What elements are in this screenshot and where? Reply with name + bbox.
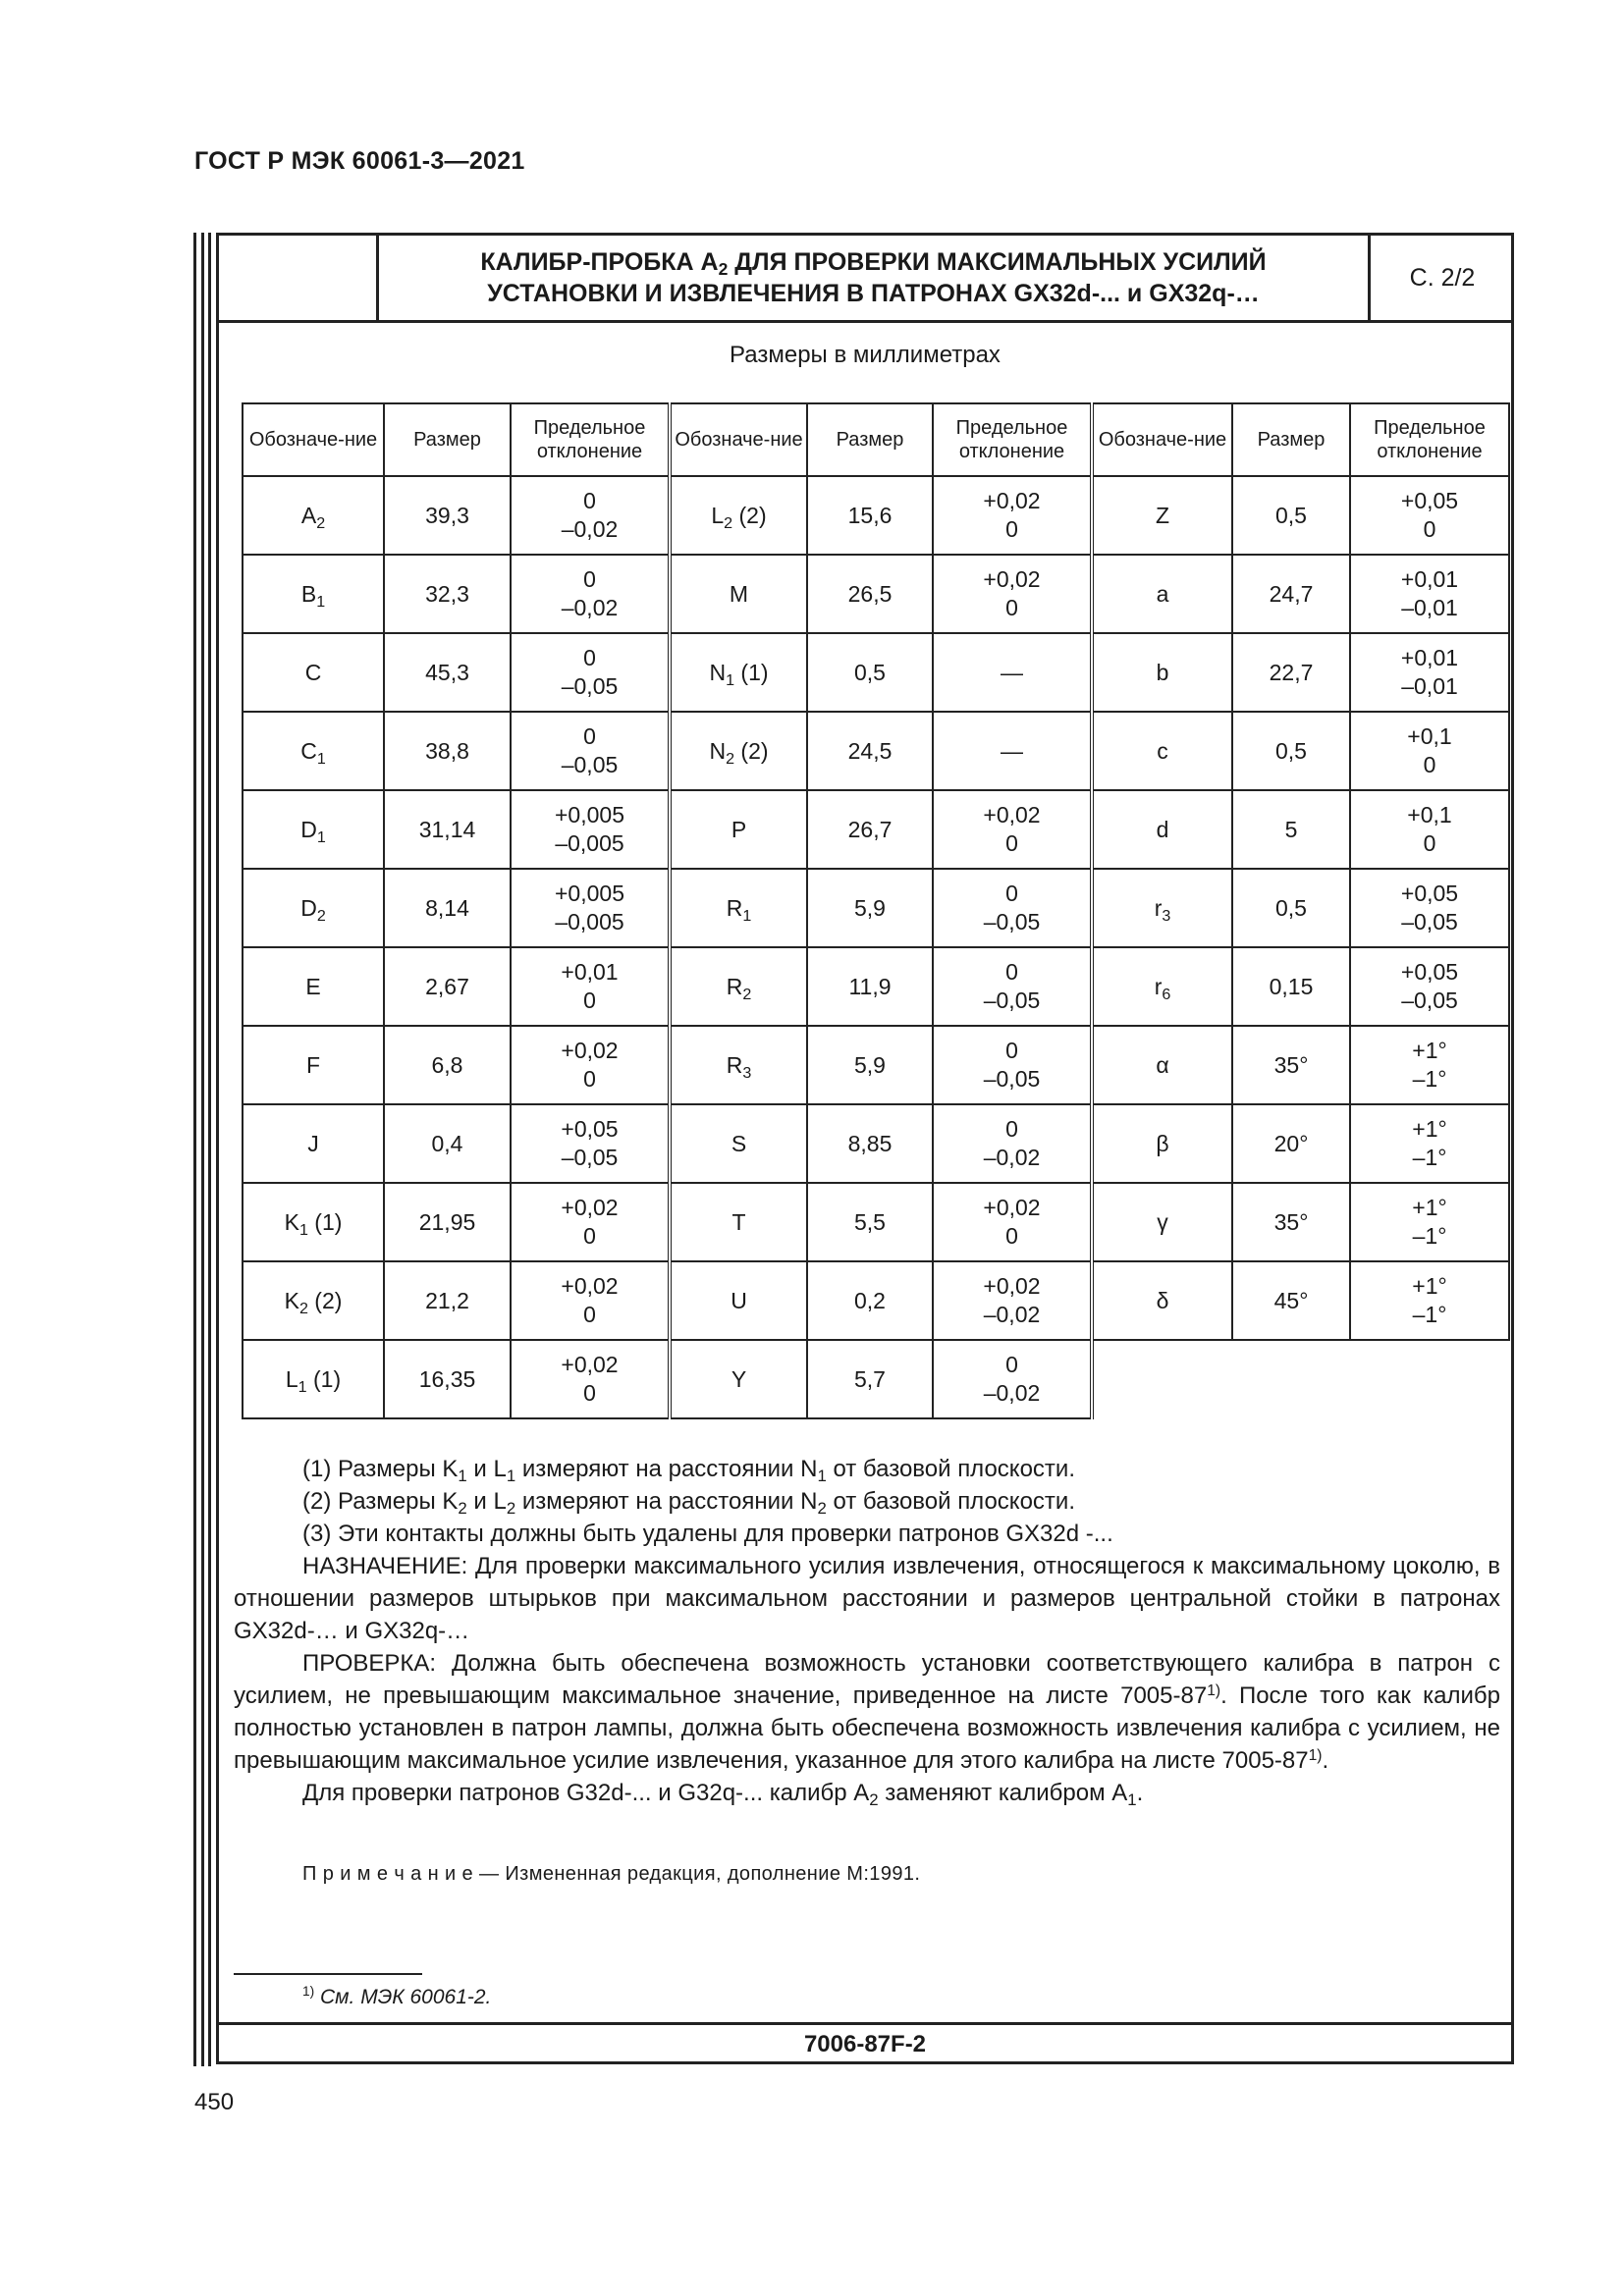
deviation-cell	[933, 790, 1092, 869]
upper-deviation: —	[1001, 737, 1023, 764]
designation-cell: T	[670, 1183, 807, 1261]
lower-deviation: 0	[1005, 595, 1018, 620]
upper-deviation: +0,02	[561, 1352, 619, 1377]
designation-cell: E	[243, 947, 384, 1026]
lower-deviation: 0	[1005, 830, 1018, 856]
upper-deviation: +0,005	[555, 881, 624, 906]
designation-cell: U	[670, 1261, 807, 1340]
margin-line	[193, 233, 196, 2066]
designation-cell: C	[243, 633, 384, 712]
size-cell: 0,5	[1232, 869, 1350, 947]
deviation-cell	[1350, 869, 1509, 947]
sheet-code: 7006-87F-2	[219, 2022, 1511, 2064]
designation-cell: $D_2$	[243, 869, 384, 947]
upper-deviation: +0,05	[1400, 488, 1459, 513]
deviation-cell	[933, 555, 1092, 633]
deviation-cell	[1350, 555, 1509, 633]
size-cell: 8,85	[807, 1104, 933, 1183]
size-cell: 26,7	[807, 790, 933, 869]
upper-deviation: +0,05	[1400, 881, 1459, 906]
designation-cell: $N_2$ (2)	[670, 712, 807, 790]
designation-cell: $L_2$ (2)	[670, 476, 807, 555]
size-cell: 5,9	[807, 869, 933, 947]
size-cell: 32,3	[384, 555, 511, 633]
table-header-row	[243, 403, 1509, 476]
designation-cell: $r_3$	[1092, 869, 1232, 947]
deviation-cell	[933, 869, 1092, 947]
lower-deviation: –0,05	[1401, 988, 1458, 1013]
table-row	[243, 869, 1509, 947]
lower-deviation: 0	[583, 988, 596, 1013]
deviation-cell	[1350, 1104, 1509, 1183]
lower-deviation: –0,02	[983, 1380, 1041, 1406]
upper-deviation: +1°	[1412, 1116, 1447, 1142]
designation-cell: $A_2$	[243, 476, 384, 555]
lower-deviation: –0,02	[983, 1145, 1041, 1170]
size-cell: 0,15	[1232, 947, 1350, 1026]
deviation-cell	[1350, 712, 1509, 790]
designation-cell: $K_2$ (2)	[243, 1261, 384, 1340]
column-header: Обозначе-ние	[1092, 403, 1232, 476]
footnote-rule	[234, 1973, 422, 1975]
upper-deviation: +0,02	[983, 802, 1041, 828]
upper-deviation: 0	[1005, 881, 1018, 906]
deviation-cell	[933, 1261, 1092, 1340]
size-cell: 31,14	[384, 790, 511, 869]
deviation-cell	[511, 1261, 670, 1340]
document-header: ГОСТ Р МЭК 60061-3—2021	[194, 147, 525, 175]
designation-cell: a	[1092, 555, 1232, 633]
deviation-cell	[933, 947, 1092, 1026]
note-2: (2) Размеры $K_2$ и $L_2$ измеряют на расстоянии $N_2$ от базовой плоскости.	[302, 1488, 1075, 1518]
check-paragraph: ПРОВЕРКА: Должна быть обеспечена возможность установки соответствующего калибра в патрон с усилием, не превышающим максимальное значение, приведенное на листе 7005-87$^{1)}$. После того как калибр полностью установлен в патрон лампы, должна быть обеспечена возможность извлечения калибра с усилием, не превышающим максимальное усилие извлечения, указанное для этого калибра на листе 7005-87$^{1)}$.	[234, 1650, 1501, 1774]
lower-deviation: –1°	[1412, 1145, 1447, 1170]
size-cell: 0,2	[807, 1261, 933, 1340]
deviation-cell	[1350, 476, 1509, 555]
upper-deviation: +1°	[1412, 1273, 1447, 1299]
designation-cell: γ	[1092, 1183, 1232, 1261]
table-row	[243, 633, 1509, 712]
deviation-cell	[511, 712, 670, 790]
upper-deviation: 0	[583, 723, 596, 749]
deviation-cell	[511, 1183, 670, 1261]
size-cell: 0,4	[384, 1104, 511, 1183]
upper-deviation: +0,02	[983, 1273, 1041, 1299]
upper-deviation: +0,05	[1400, 959, 1459, 985]
designation-cell: M	[670, 555, 807, 633]
upper-deviation: 0	[1005, 1038, 1018, 1063]
size-cell: 8,14	[384, 869, 511, 947]
dimensions-table	[242, 402, 1510, 1419]
upper-deviation: +0,1	[1407, 723, 1452, 749]
upper-deviation: +0,02	[561, 1273, 619, 1299]
lower-deviation: –0,02	[983, 1302, 1041, 1327]
empty-cell	[1350, 1340, 1509, 1418]
deviation-cell	[511, 633, 670, 712]
designation-cell: d	[1092, 790, 1232, 869]
deviation-cell	[511, 555, 670, 633]
designation-cell: $C_1$	[243, 712, 384, 790]
lower-deviation: –1°	[1412, 1066, 1447, 1092]
margin-line	[208, 233, 211, 2066]
lower-deviation: –0,05	[983, 988, 1041, 1013]
deviation-cell	[1350, 947, 1509, 1026]
deviation-cell	[511, 1104, 670, 1183]
deviation-cell	[511, 869, 670, 947]
deviation-cell	[1350, 790, 1509, 869]
sheet-title	[379, 236, 1368, 320]
sheet-number: С. 2/2	[1368, 236, 1514, 320]
lower-deviation: –0,05	[983, 909, 1041, 934]
lower-deviation: 0	[583, 1066, 596, 1092]
size-cell: 45°	[1232, 1261, 1350, 1340]
upper-deviation: —	[1001, 659, 1023, 685]
deviation-cell	[1350, 633, 1509, 712]
title-block	[219, 236, 1511, 323]
page-number: 450	[194, 2089, 235, 2115]
column-header: Обозначе-ние	[243, 403, 384, 476]
size-cell: 35°	[1232, 1026, 1350, 1104]
upper-deviation: +0,02	[983, 488, 1041, 513]
upper-deviation: +0,01	[561, 959, 619, 985]
upper-deviation: +0,02	[983, 1195, 1041, 1220]
size-cell: 2,67	[384, 947, 511, 1026]
footnote: $^{1)}$ См. МЭК 60061-2.	[302, 1984, 492, 2008]
size-cell: 15,6	[807, 476, 933, 555]
upper-deviation: +0,02	[561, 1038, 619, 1063]
designation-cell: c	[1092, 712, 1232, 790]
empty-cell	[1232, 1340, 1350, 1418]
designation-cell: $R_1$	[670, 869, 807, 947]
upper-deviation: +0,1	[1407, 802, 1452, 828]
deviation-cell	[933, 712, 1092, 790]
size-cell: 20°	[1232, 1104, 1350, 1183]
deviation-cell	[1350, 1026, 1509, 1104]
size-cell: 5,5	[807, 1183, 933, 1261]
deviation-cell	[511, 476, 670, 555]
deviation-cell	[933, 476, 1092, 555]
table-row	[243, 947, 1509, 1026]
lower-deviation: 0	[583, 1223, 596, 1249]
note-3: (3) Эти контакты должны быть удалены для проверки патронов GX32d -...	[302, 1521, 1113, 1547]
deviation-cell	[933, 1104, 1092, 1183]
size-cell: 38,8	[384, 712, 511, 790]
designation-cell: $B_1$	[243, 555, 384, 633]
lower-deviation: 0	[583, 1302, 596, 1327]
deviation-cell	[511, 1026, 670, 1104]
upper-deviation: +0,02	[983, 566, 1041, 592]
upper-deviation: +1°	[1412, 1038, 1447, 1063]
deviation-cell	[933, 633, 1092, 712]
purpose-paragraph: НАЗНАЧЕНИЕ: Для проверки максимального усилия извлечения, относящегося к максимальному цоколю, в отношении размеров штырьков при максимальном расстоянии и размеров центральной стойки в патронах GX32d-… и GX32q-…	[234, 1553, 1500, 1644]
size-cell: 21,2	[384, 1261, 511, 1340]
lower-deviation: –0,05	[1401, 909, 1458, 934]
designation-cell: P	[670, 790, 807, 869]
designation-cell: $R_3$	[670, 1026, 807, 1104]
upper-deviation: +0,05	[561, 1116, 619, 1142]
lower-deviation: 0	[583, 1380, 596, 1406]
deviation-cell	[511, 790, 670, 869]
column-header: Обозначе-ние	[670, 403, 807, 476]
table-row	[243, 476, 1509, 555]
lower-deviation: –0,05	[561, 1145, 619, 1170]
lower-deviation: –0,02	[561, 516, 619, 542]
remark: П р и м е ч а н и е — Измененная редакция, дополнение М:1991.	[302, 1863, 921, 1885]
designation-cell: b	[1092, 633, 1232, 712]
deviation-cell	[1350, 1261, 1509, 1340]
designation-cell: $K_1$ (1)	[243, 1183, 384, 1261]
lower-deviation: –0,05	[983, 1066, 1041, 1092]
lower-deviation: 0	[1005, 1223, 1018, 1249]
designation-cell: α	[1092, 1026, 1232, 1104]
column-header: Предельное отклонение	[1350, 403, 1509, 476]
designation-cell: δ	[1092, 1261, 1232, 1340]
designation-cell: S	[670, 1104, 807, 1183]
lower-deviation: –0,05	[561, 752, 619, 777]
size-cell: 24,7	[1232, 555, 1350, 633]
table-row	[243, 555, 1509, 633]
deviation-cell	[511, 1340, 670, 1418]
deviation-cell	[933, 1026, 1092, 1104]
column-header: Предельное отклонение	[511, 403, 670, 476]
upper-deviation: 0	[1005, 959, 1018, 985]
sheet-frame	[216, 233, 1514, 2064]
size-cell: 5	[1232, 790, 1350, 869]
lower-deviation: –0,005	[555, 909, 624, 934]
lower-deviation: –0,02	[561, 595, 619, 620]
size-cell: 0,5	[1232, 476, 1350, 555]
designation-cell: F	[243, 1026, 384, 1104]
lower-deviation: 0	[1423, 516, 1436, 542]
lower-deviation: –0,01	[1401, 595, 1458, 620]
margin-line	[201, 233, 204, 2066]
table-row	[243, 1026, 1509, 1104]
deviation-cell	[1350, 1183, 1509, 1261]
notes-text	[234, 1453, 1500, 1809]
size-cell: 26,5	[807, 555, 933, 633]
title-left-cell	[219, 236, 379, 320]
deviation-cell	[511, 947, 670, 1026]
size-cell: 35°	[1232, 1183, 1350, 1261]
title-line-1: КАЛИБР-ПРОБКА $А_2$ ДЛЯ ПРОВЕРКИ МАКСИМАЛЬНЫХ УСИЛИЙ	[480, 248, 1267, 279]
designation-cell: $r_6$	[1092, 947, 1232, 1026]
size-cell: 22,7	[1232, 633, 1350, 712]
table-row	[243, 1104, 1509, 1183]
lower-deviation: 0	[1005, 516, 1018, 542]
upper-deviation: 0	[583, 645, 596, 670]
table-row	[243, 712, 1509, 790]
empty-cell	[1092, 1340, 1232, 1418]
designation-cell: J	[243, 1104, 384, 1183]
size-cell: 6,8	[384, 1026, 511, 1104]
upper-deviation: +0,01	[1400, 645, 1459, 670]
upper-deviation: 0	[583, 566, 596, 592]
size-cell: 24,5	[807, 712, 933, 790]
size-cell: 5,7	[807, 1340, 933, 1418]
units-caption: Размеры в миллиметрах	[730, 342, 1001, 368]
size-cell: 0,5	[807, 633, 933, 712]
upper-deviation: +0,01	[1400, 566, 1459, 592]
deviation-cell	[933, 1183, 1092, 1261]
lower-deviation: –0,01	[1401, 673, 1458, 699]
upper-deviation: +1°	[1412, 1195, 1447, 1220]
lower-deviation: 0	[1423, 752, 1436, 777]
table-row	[243, 1183, 1509, 1261]
designation-cell: β	[1092, 1104, 1232, 1183]
size-cell: 16,35	[384, 1340, 511, 1418]
size-cell: 39,3	[384, 476, 511, 555]
upper-deviation: 0	[583, 488, 596, 513]
designation-cell: $N_1$ (1)	[670, 633, 807, 712]
designation-cell: Z	[1092, 476, 1232, 555]
lower-deviation: –1°	[1412, 1223, 1447, 1249]
size-cell: 0,5	[1232, 712, 1350, 790]
lower-deviation: –0,005	[555, 830, 624, 856]
note-1: (1) Размеры $K_1$ и $L_1$ измеряют на расстоянии $N_1$ от базовой плоскости.	[302, 1456, 1075, 1485]
designation-cell: $R_2$	[670, 947, 807, 1026]
upper-deviation: 0	[1005, 1116, 1018, 1142]
column-header: Предельное отклонение	[933, 403, 1092, 476]
size-cell: 21,95	[384, 1183, 511, 1261]
designation-cell: $D_1$	[243, 790, 384, 869]
upper-deviation: +0,005	[555, 802, 624, 828]
deviation-cell	[933, 1340, 1092, 1418]
column-header: Размер	[384, 403, 511, 476]
table-row	[243, 790, 1509, 869]
title-line-2: УСТАНОВКИ И ИЗВЛЕЧЕНИЯ В ПАТРОНАХ GX32d-... и GX32q-…	[487, 280, 1260, 307]
replace-paragraph: Для проверки патронов G32d-... и G32q-... калибр $A_2$ заменяют калибром $A_1$.	[302, 1780, 1144, 1809]
lower-deviation: 0	[1423, 830, 1436, 856]
size-cell: 45,3	[384, 633, 511, 712]
upper-deviation: 0	[1005, 1352, 1018, 1377]
size-cell: 5,9	[807, 1026, 933, 1104]
lower-deviation: –1°	[1412, 1302, 1447, 1327]
designation-cell: $L_1$ (1)	[243, 1340, 384, 1418]
column-header: Размер	[807, 403, 933, 476]
designation-cell: Y	[670, 1340, 807, 1418]
table-row	[243, 1340, 1509, 1418]
upper-deviation: +0,02	[561, 1195, 619, 1220]
column-header: Размер	[1232, 403, 1350, 476]
size-cell: 11,9	[807, 947, 933, 1026]
lower-deviation: –0,05	[561, 673, 619, 699]
table-row	[243, 1261, 1509, 1340]
